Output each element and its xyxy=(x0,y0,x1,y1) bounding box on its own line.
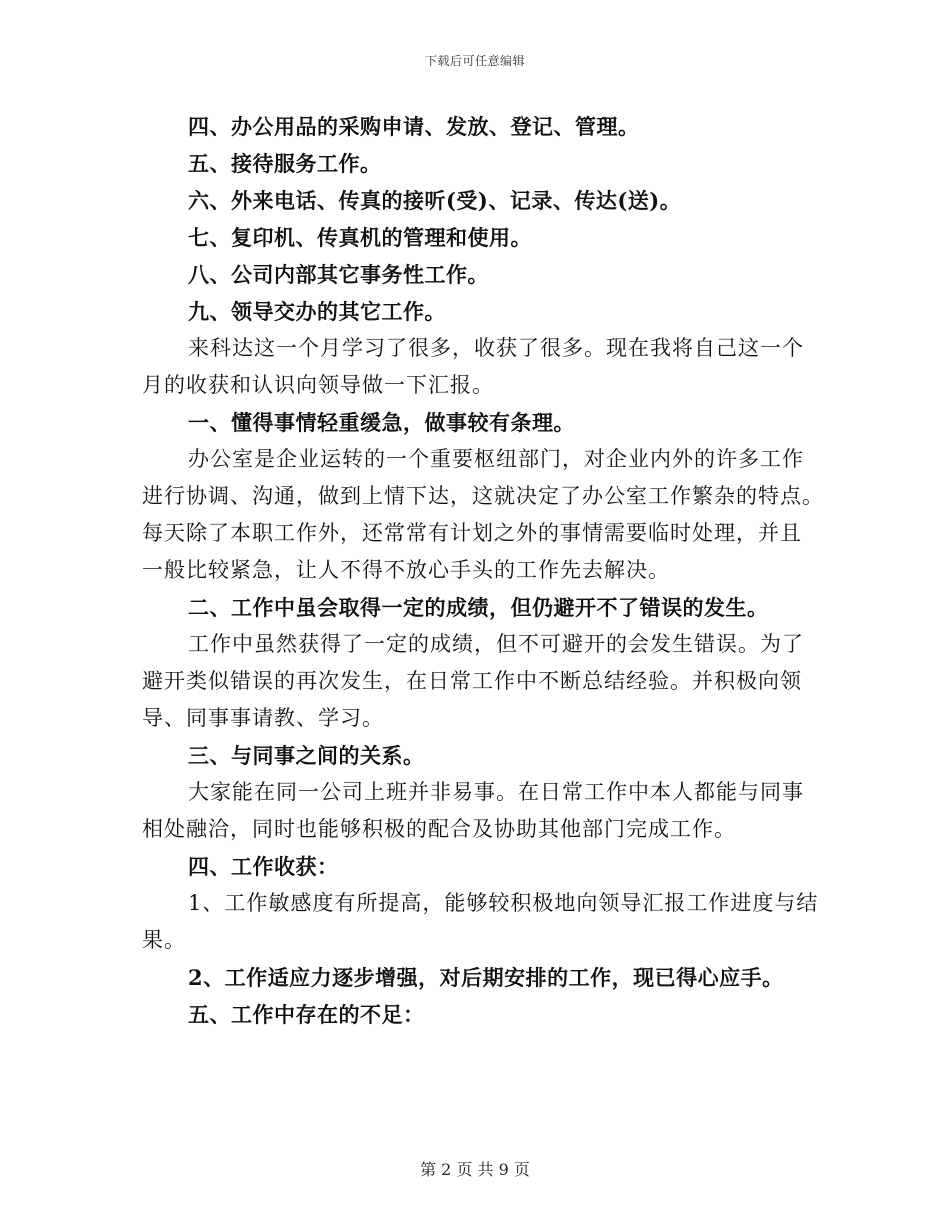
section-heading: 三、与同事之间的关系。 xyxy=(188,743,425,768)
paragraph-line: 大家能在同一公司上班并非易事。在日常工作中本人都能与同事 xyxy=(188,780,804,804)
section-heading: 一、懂得事情轻重缓急，做事较有条理。 xyxy=(188,410,575,435)
section-heading: 四、工作收获： xyxy=(188,854,339,879)
list-item: 五、接待服务工作。 xyxy=(188,151,382,176)
paragraph-line: 相处融洽，同时也能够积极的配合及协助其他部门完成工作。 xyxy=(142,817,736,841)
list-item: 八、公司内部其它事务性工作。 xyxy=(188,262,489,287)
paragraph-line: 工作中虽然获得了一定的成绩，但不可避开的会发生错误。为了 xyxy=(188,632,804,656)
page-header: 下载后可任意编辑 xyxy=(424,54,525,68)
paragraph-line: 办公室是企业运转的一个重要枢纽部门，对企业内外的许多工作 xyxy=(188,447,804,471)
paragraph-line: 避开类似错误的再次发生，在日常工作中不断总结经验。并积极向领 xyxy=(142,669,802,693)
paragraph-line: 一般比较紧急，让人不得不放心手头的工作先去解决。 xyxy=(142,558,670,582)
paragraph-line: 每天除了本职工作外，还常常有计划之外的事情需要临时处理，并且 xyxy=(142,521,802,545)
paragraph-line: 2、工作适应力逐步增强，对后期安排的工作，现已得心应手。 xyxy=(188,965,784,990)
paragraph-line: 1、工作敏感度有所提高，能够较积极地向领导汇报工作进度与结 xyxy=(188,891,819,915)
paragraph-line: 来科达这一个月学习了很多，收获了很多。现在我将自己这一个 xyxy=(188,336,804,360)
list-item: 六、外来电话、传真的接听(受)、记录、传达(送)。 xyxy=(188,188,682,213)
list-item: 九、领导交办的其它工作。 xyxy=(188,299,446,324)
list-item: 四、办公用品的采购申请、发放、登记、管理。 xyxy=(188,114,640,139)
paragraph-line: 导、同事事请教、学习。 xyxy=(142,706,384,730)
list-item: 七、复印机、传真机的管理和使用。 xyxy=(188,225,532,250)
document-body xyxy=(142,108,824,1033)
paragraph-line: 进行协调、沟通，做到上情下达，这就决定了办公室工作繁杂的特点。 xyxy=(142,484,824,508)
paragraph-line: 月的收获和认识向领导做一下汇报。 xyxy=(142,373,494,397)
section-heading: 二、工作中虽会取得一定的成绩，但仍避开不了错误的发生。 xyxy=(188,595,769,620)
section-heading: 五、工作中存在的不足： xyxy=(188,1002,425,1027)
paragraph-line: 果。 xyxy=(142,928,186,952)
page-footer: 第 2 页 共 9 页 xyxy=(420,1160,530,1179)
